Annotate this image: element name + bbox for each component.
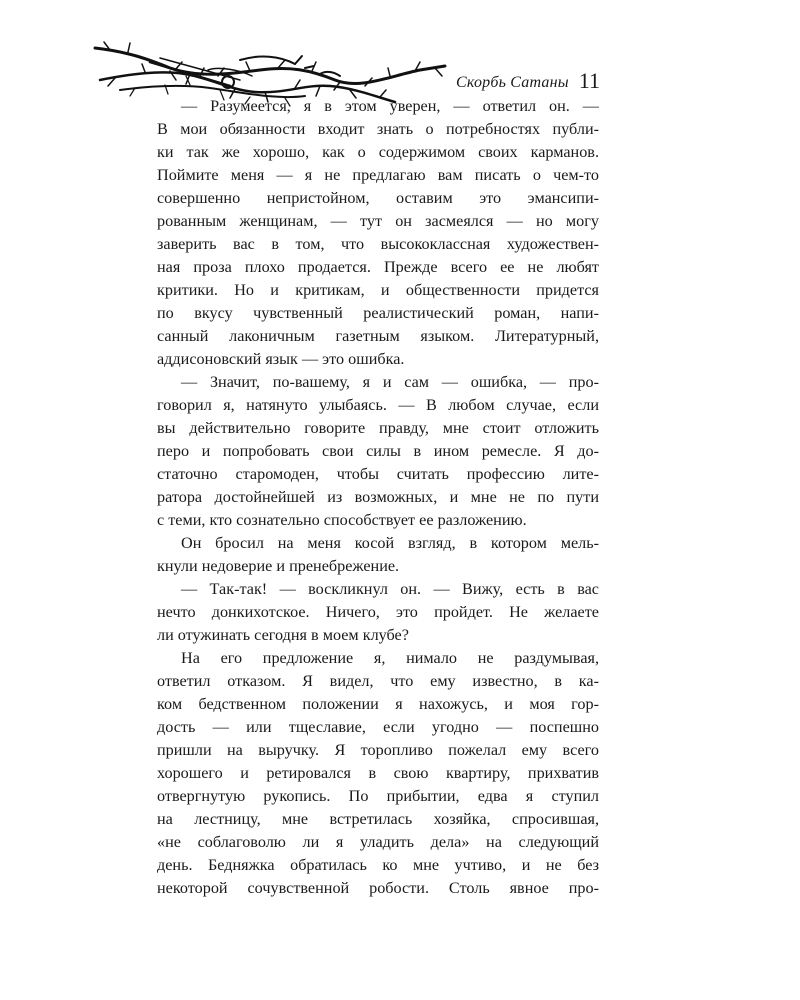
text-line: вы действительно говорите правду, мне стоит отложить: [157, 419, 599, 437]
text-line: заверить вас в том, что высококлассная художествен-: [157, 235, 599, 253]
text-line: В мои обязанности входит знать о потребностях публи-: [157, 120, 599, 138]
text-line: ратора достойнейшей из возможных, и мне не по пути: [157, 488, 599, 506]
text-line: — Так-так! — воскликнул он. — Вижу, есть в вас: [181, 580, 599, 598]
text-line: «не соблаговолю ли я уладить дела» на следующий: [157, 833, 599, 851]
text-line: аддисоновский язык — это ошибка.: [157, 350, 405, 368]
text-line: с теми, кто сознательно способствует ее разложению.: [157, 511, 527, 529]
running-head: [450, 62, 600, 92]
body-text: [157, 95, 599, 900]
page-number: 11: [578, 68, 600, 93]
text-line: пришли на выручку. Я торопливо пожелал ему всего: [157, 741, 599, 759]
text-line: рованным женщинам, — тут он засмеялся — но могу: [157, 212, 599, 230]
text-line: хорошего и ретировался в свою квартиру, прихватив: [157, 764, 599, 782]
text-line: ки так же хорошо, как о содержимом своих карманов.: [157, 143, 599, 161]
text-line: ли отужинать сегодня в моем клубе?: [157, 626, 409, 644]
text-line: критики. Но и критикам, и общественности придется: [157, 281, 599, 299]
text-line: совершенно непристойном, оставим это эмансипи-: [157, 189, 599, 207]
text-line: день. Бедняжка обратилась ко мне учтиво, и не без: [157, 856, 599, 874]
text-line: на лестницу, мне встретилась хозяйка, спросившая,: [157, 810, 599, 828]
text-line: дость — или тщеславие, если угодно — поспешно: [157, 718, 599, 736]
text-line: — Разумеется, я в этом уверен, — ответил он. —: [181, 97, 599, 115]
text-line: статочно старомоден, чтобы считать профессию лите-: [157, 465, 599, 483]
text-line: некоторой сочувственной робости. Столь явное про-: [157, 879, 599, 897]
text-line: На его предложение я, нимало не раздумывая,: [181, 649, 599, 667]
text-line: говорил я, натянуто улыбаясь. — В любом случае, если: [157, 396, 599, 414]
text-line: кнули недоверие и пренебрежение.: [157, 557, 400, 575]
text-line: ком бедственном положении я нахожусь, и моя гор-: [157, 695, 599, 713]
text-line: Он бросил на меня косой взгляд, в котором мель-: [181, 534, 599, 552]
book-title: Скорбь Сатаны: [456, 74, 569, 91]
text-line: ответил отказом. Я видел, что ему известно, в ка-: [157, 672, 599, 690]
text-line: перо и попробовать свои силы в ином ремесле. Я до-: [157, 442, 599, 460]
text-line: — Значит, по-вашему, я и сам — ошибка, — про-: [181, 373, 599, 391]
text-line: по вкусу чувственный реалистический роман, напи-: [157, 304, 599, 322]
text-line: Поймите меня — я не предлагаю вам писать о чем-то: [157, 166, 599, 184]
text-line: ная проза плохо продается. Прежде всего ее не любят: [157, 258, 599, 276]
text-line: нечто донкихотское. Ничего, это пройдет. Не желаете: [157, 603, 599, 621]
text-line: санный лаконичным газетным языком. Литературный,: [157, 327, 599, 345]
text-line: отвергнутую рукопись. По прибытии, едва я ступил: [157, 787, 599, 805]
